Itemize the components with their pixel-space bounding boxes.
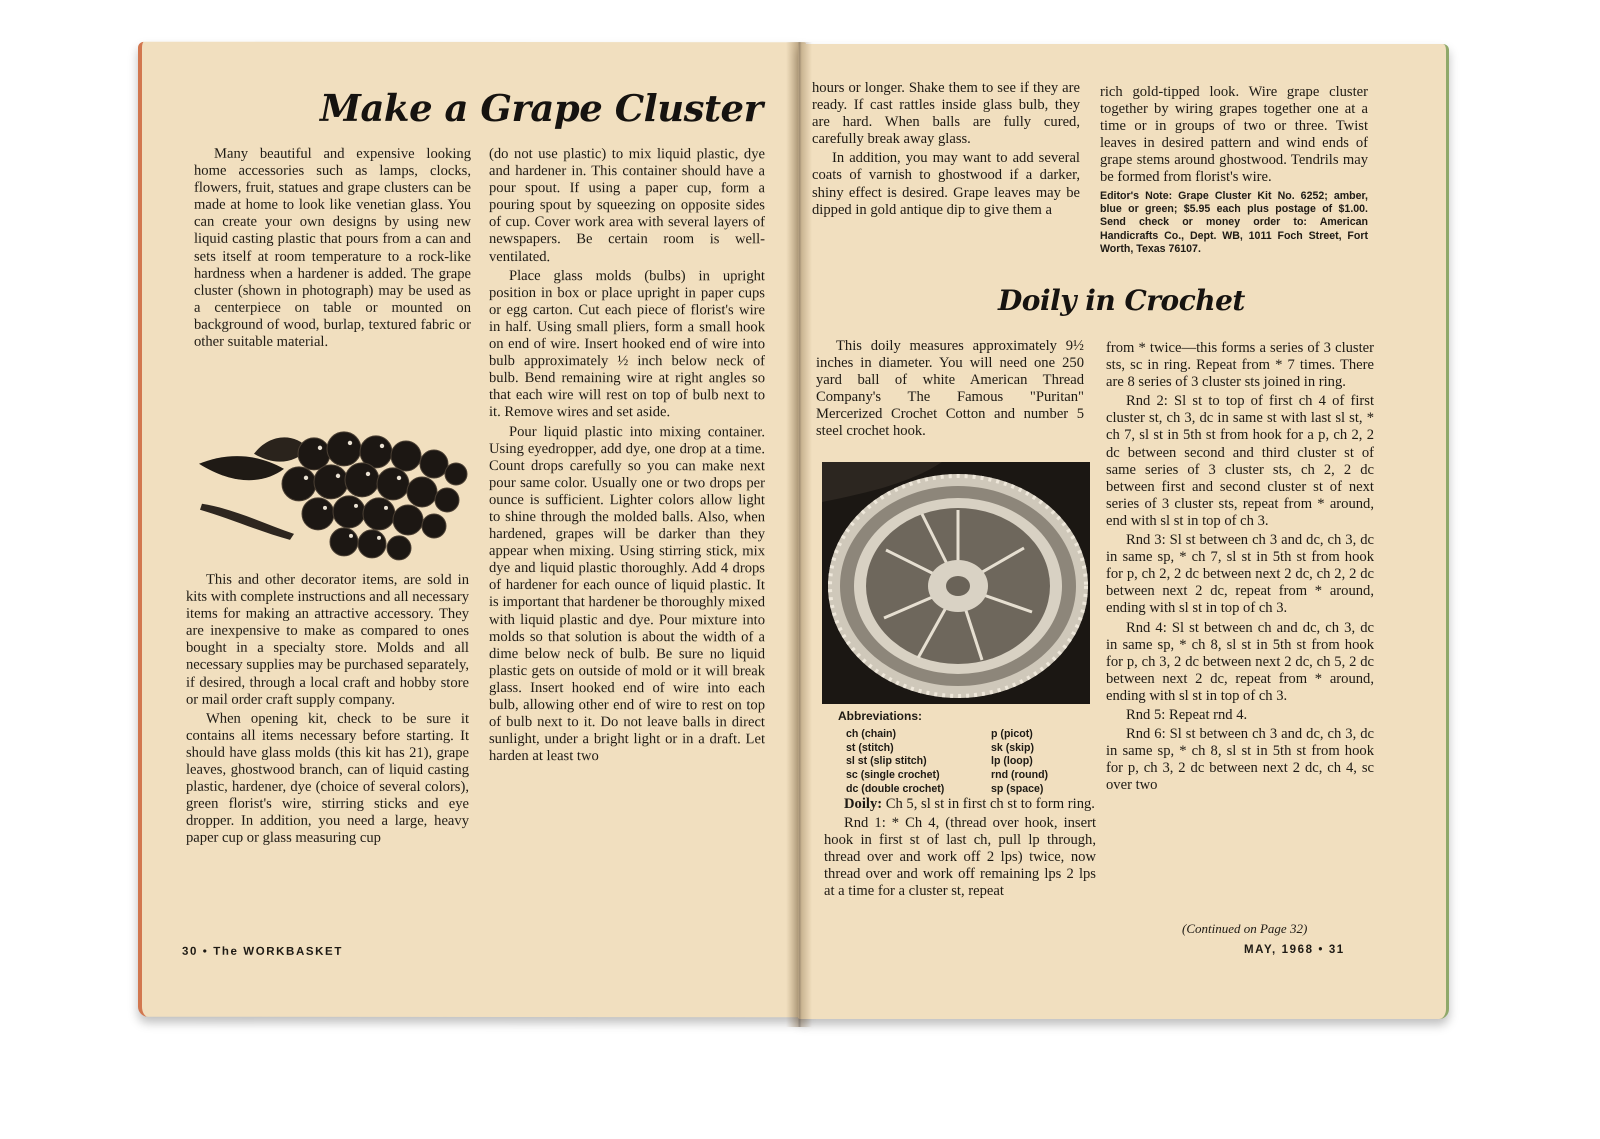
abbreviation: st (stitch)	[846, 741, 894, 754]
grape-cluster-title: Make a Grape Cluster	[320, 85, 763, 131]
glass-molds-paragraph: Place glass molds (bulbs) in upright position in box or place upright in paper cups or egg carton. Cut each piece of florist's wire in half. Using small pliers, form a small hook on end of wire. Insert hooked end of wire into bulb approximately ½ inch below neck of bulb. Bend remaining wire at right angles so that each wire will rest on top of bulb next to it. Remove wires and set aside.	[489, 267, 765, 421]
doily-start-text: Ch 5, sl st in first ch st to form ring.	[882, 796, 1095, 812]
abbreviation: rnd (round)	[991, 769, 1049, 782]
right-folio: MAY, 1968 • 31	[1244, 944, 1345, 956]
rnd3-paragraph: Rnd 3: Sl st between ch 3 and dc, ch 3, dc in same sp, * ch 7, sl st in 5th st from hook for p, ch 2, 2 dc between next 2 dc, ch 2, 2 dc between next 2 dc, repeat from * around, ending with sl st in top of ch 3.	[1106, 532, 1374, 617]
left-column-1-lower	[186, 572, 469, 850]
right-column-4	[1106, 340, 1374, 796]
doily-title: Doily in Crochet	[998, 284, 1245, 317]
doily-start-paragraph	[824, 796, 1096, 813]
grape-cluster-image	[194, 414, 469, 574]
grape-cluster-photo	[194, 414, 469, 574]
abbreviation: dc (double crochet)	[846, 782, 945, 795]
series-paragraph: from * twice—this forms a series of 3 cluster sts, sc in ring. Repeat from * 7 times. There are 8 series of 3 cluster sts joined in ring.	[1106, 340, 1374, 391]
right-column-1-top	[812, 80, 1080, 221]
abbreviation: sl st (slip stitch)	[846, 755, 927, 768]
rnd1-paragraph: Rnd 1: * Ch 4, (thread over hook, insert hook in first st of last ch, pull lp through, thread over and work off 2 lps) twice, now thread over and work off remaining lps 2 lps at a time for a cluster st, repeat	[824, 815, 1096, 900]
shake-paragraph: hours or longer. Shake them to see if they are ready. If cast rattles inside glass bulb, they are hard. When balls are fully cured, carefully break away glass.	[812, 80, 1080, 148]
rnd5-paragraph: Rnd 5: Repeat rnd 4.	[1126, 706, 1248, 723]
abbreviation: sk (skip)	[991, 741, 1034, 754]
left-column-2	[489, 146, 765, 768]
magazine-spread	[138, 42, 1450, 1027]
doily-photo	[822, 462, 1090, 704]
abbreviation: lp (loop)	[991, 755, 1033, 768]
abbreviation: p (picot)	[991, 728, 1033, 740]
doily-instructions-column	[824, 796, 1096, 903]
continued-note: (Continued on Page 32)	[1182, 921, 1308, 936]
left-folio: 30 • The WORKBASKET	[182, 945, 343, 958]
abbreviation: sc (single crochet)	[846, 769, 940, 782]
left-column-1	[194, 146, 471, 353]
right-page	[798, 44, 1449, 1019]
varnish-paragraph: In addition, you may want to add several coats of varnish to ghostwood if a darker, shiny effect is desired. Grape leaves may be dipped in gold antique dip to give them a	[812, 150, 1080, 218]
abbreviation: ch (chain)	[846, 728, 897, 740]
kits-paragraph: This and other decorator items, are sold in kits with complete instructions and all necessary items for making an attractive accessory. They are inexpensive to make as compared to ones bought in a specialty store. Molds and all necessary supplies may be purchased separately, if desired, through a local craft and hobby store or mail order craft supply company.	[186, 571, 469, 708]
container-paragraph: (do not use plastic) to mix liquid plastic, dye and hardener in. This container should have a pour spout. If using a paper cup, form a pouring spout by squeezing on opposite sides of cup. Cover work area with several layers of newspapers. Be certain room is well-ventilated.	[489, 146, 765, 265]
left-page	[138, 42, 806, 1018]
grape-intro-paragraph: Many beautiful and expensive looking home accessories such as lamps, clocks, flowers, fruit, statues and grape clusters can be made at home to look like venetian glass. You can create your own designs by using new liquid casting plastic that pours from a can and sets itself at room temperature to a rock-like hardness when a hardener is added. The grape cluster (shown in photograph) may be used as a centerpiece on table or mounted on background of wood, burlap, textured fabric or other suitable material.	[194, 145, 471, 350]
right-column-2-top	[1100, 84, 1368, 257]
abbreviations-grid	[846, 728, 1101, 797]
doily-image	[822, 462, 1090, 704]
doily-intro-paragraph: This doily measures approximately 9½ inches in diameter. You will need one 250 yard ball of white American Thread Company's The Famous "Puritan" Mercerized Crochet Cotton and number 5 steel crochet hook.	[816, 338, 1084, 440]
rnd4-paragraph: Rnd 4: Sl st between ch and dc, ch 3, dc in same sp, * ch 8, sl st in 5th st from hook for p, ch 3, 2 dc between next 2 dc, ch 5, 2 dc between next 2 dc, repeat from * around, ending with sl st in top of ch 3.	[1106, 619, 1374, 704]
doily-intro-column	[816, 338, 1084, 443]
abbreviations-title: Abbreviations:	[838, 709, 923, 723]
pour-plastic-paragraph: Pour liquid plastic into mixing container. Using eyedropper, add dye, one drop at a time. Count drops carefully so you can make next pour same color. Usually one or two drops per ounce is sufficient. Lighter colors allow light to shine through the molded balls. Also, when hardened, grapes will be darker than they appear when mixing. Using stirring stick, mix dye and liquid plastic thoroughly. Add 4 drops of hardener for each ounce of liquid plastic. It is important that hardener be thoroughly mixed with liquid plastic and dye. Pour mixture into molds so that solution is about the width of a dime below neck of bulb. Be sure no liquid plastic gets on outside of mold or it will break glass. Insert hooked end of wire into each bulb, allowing other end of wire to rest on top of bulb next to it. Do not leave balls in direct sunlight, under a bright light or in a draft. Let harden at least two	[489, 423, 765, 765]
editors-note: Editor's Note: Grape Cluster Kit No. 6252; amber, blue or green; $5.95 each plus postage of $1.00. Send check or money order to: American Handicrafts Co., Dept. WB, 1011 Foch Street, Fort Worth, Texas 76107.	[1100, 189, 1368, 256]
rnd6-paragraph: Rnd 6: Sl st between ch 3 and dc, ch 3, dc in same sp, * ch 8, sl st in 5th st from hook for p, ch 3, 2 dc between next 2 dc, ch 4, sc over two	[1106, 726, 1374, 794]
doily-lead: Doily:	[844, 796, 883, 812]
opening-kit-paragraph: When opening kit, check to be sure it contains all items necessary before starting. It should have glass molds (this kit has 21), grape leaves, ghostwood branch, can of liquid casting plastic, hardener, dye (choice of several colors), green florist's wire, stirring sticks and eye dropper. In addition, you need a large, heavy paper cup or glass measuring cup	[186, 710, 469, 847]
gold-tipped-paragraph: rich gold-tipped look. Wire grape cluster together by wiring grapes together one at a time or in groups of two or three. Twist leaves in desired pattern and wind ends of grape stems around ghostwood. Tendrils may be formed from florist's wire.	[1100, 84, 1368, 186]
abbreviation: sp (space)	[991, 782, 1044, 795]
rnd2-paragraph: Rnd 2: Sl st to top of first ch 4 of first cluster st, ch 3, dc in same st with last sl st, * ch 7, sl st in 5th st from hook for a p, ch 2, 2 dc between second and third cluster st of same series of 3 cluster sts, ch 2, 2 dc between first and second cluster st of next series of 3 cluster sts, repeat from * around, end with sl st in top of ch 3.	[1106, 393, 1374, 529]
